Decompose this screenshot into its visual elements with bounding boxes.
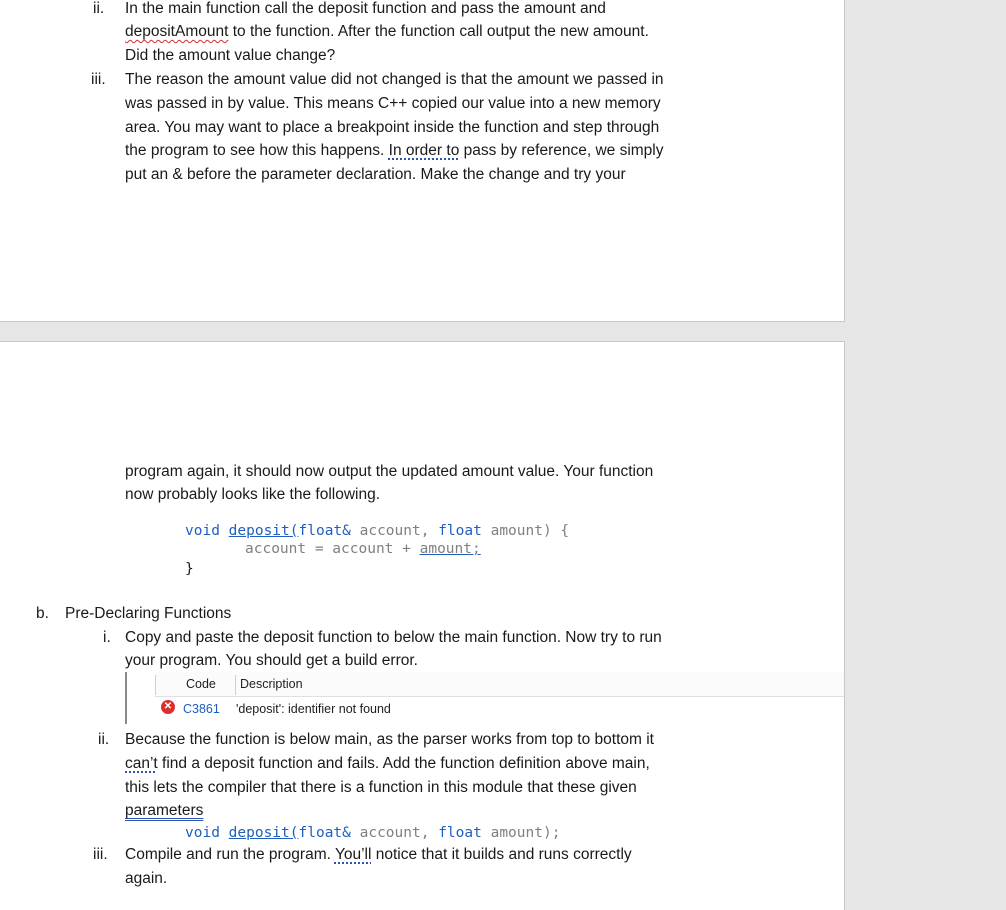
paragraph-line: again. xyxy=(125,870,168,887)
paragraph-line: parameters xyxy=(125,802,204,819)
paragraph-line: put an & before the parameter declaration. Make the change and try your xyxy=(125,166,626,183)
error-code-link[interactable]: C3861 xyxy=(183,702,220,716)
code-line-close: } xyxy=(185,561,194,577)
paragraph-line: the program to see how this happens. In order to pass by reference, we simply xyxy=(125,142,664,159)
table-left-bar xyxy=(125,672,127,724)
error-table-header xyxy=(155,672,844,697)
code-line-body: account = account + amount; xyxy=(245,541,481,557)
error-list-table xyxy=(125,672,844,724)
document-page-1 xyxy=(0,0,845,322)
paragraph-line: program again, it should now output the updated amount value. Your function xyxy=(125,463,654,480)
list-marker-iii: iii. xyxy=(93,846,108,863)
paragraph-line: The reason the amount value did not changed is that the amount we passed in xyxy=(125,71,664,88)
list-marker-ii: ii. xyxy=(98,731,110,748)
paragraph-line: this lets the compiler that there is a function in this module that these given xyxy=(125,779,637,796)
paragraph-line: In the main function call the deposit function and pass the amount and xyxy=(125,0,606,17)
section-heading: Pre-Declaring Functions xyxy=(65,605,232,622)
error-description: 'deposit': identifier not found xyxy=(236,702,391,716)
grammar-suggestion[interactable]: In order to xyxy=(388,142,460,159)
paragraph-line: now probably looks like the following. xyxy=(125,486,381,503)
paragraph-line: Did the amount value change? xyxy=(125,47,336,64)
paragraph-line: Copy and paste the deposit function to below the main function. Now try to run xyxy=(125,629,662,646)
list-marker-b: b. xyxy=(36,605,49,622)
spelling-error-word[interactable]: depositAmount xyxy=(125,23,229,40)
list-marker-ii: ii. xyxy=(93,0,105,17)
list-marker-i: i. xyxy=(103,629,111,646)
paragraph-line: Compile and run the program. You’ll notice that it builds and runs correctly xyxy=(125,846,632,863)
paragraph-line: was passed in by value. This means C++ copied our value into a new memory xyxy=(125,95,661,112)
paragraph-line: your program. You should get a build error. xyxy=(125,652,418,669)
code-line-signature: void deposit(float& account, float amount) { xyxy=(185,523,570,539)
paragraph-line: Because the function is below main, as the parser works from top to bottom it xyxy=(125,731,654,748)
paragraph-line: area. You may want to place a breakpoint inside the function and step through xyxy=(125,119,660,136)
paragraph-line: can’t find a deposit function and fails. Add the function definition above main, xyxy=(125,755,650,772)
paragraph-line: depositAmount to the function. After the function call output the new amount. xyxy=(125,23,649,40)
function-name: deposit( xyxy=(228,523,299,539)
grammar-suggestion[interactable]: can’t xyxy=(125,755,158,772)
column-header-code[interactable]: Code xyxy=(186,677,216,691)
code-line-declaration: void deposit(float& account, float amount); xyxy=(185,825,561,841)
error-x-icon: ✕ xyxy=(161,700,175,714)
grammar-suggestion[interactable]: You’ll xyxy=(334,846,372,863)
column-header-description[interactable]: Description xyxy=(240,677,303,691)
function-name: deposit( xyxy=(228,825,299,841)
list-marker-iii: iii. xyxy=(91,71,106,88)
